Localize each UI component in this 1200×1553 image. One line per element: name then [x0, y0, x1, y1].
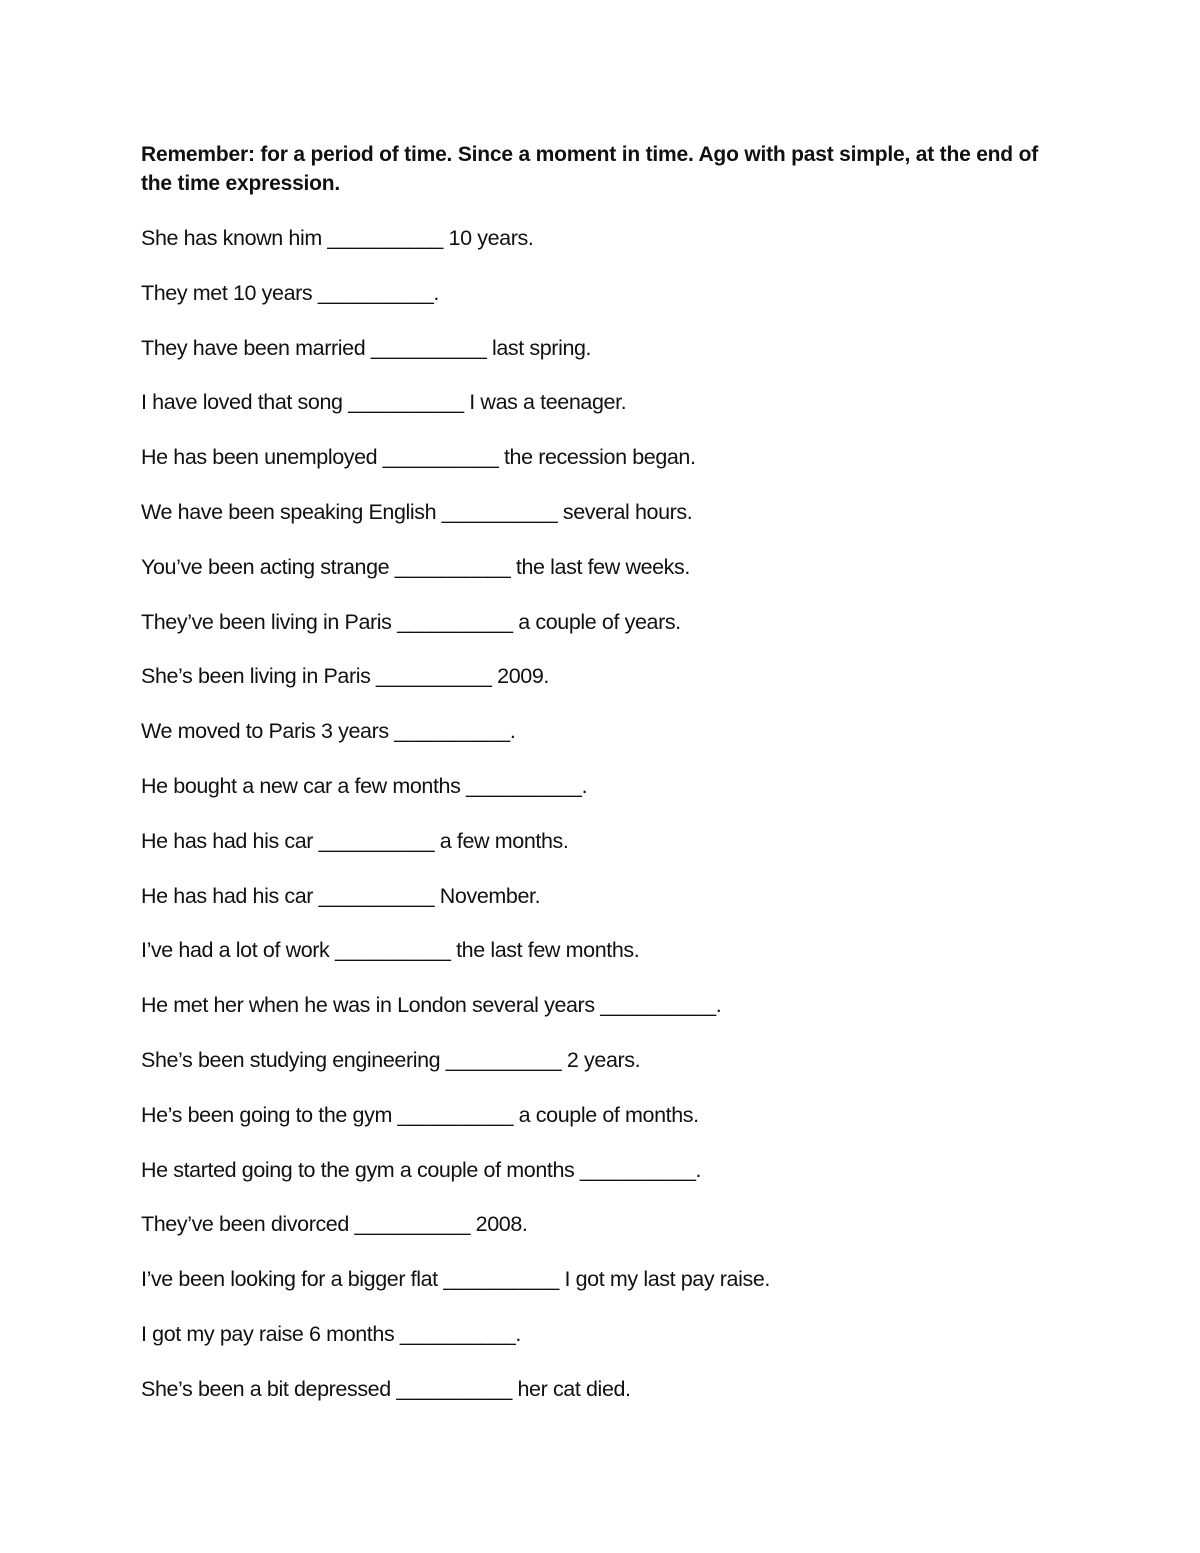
exercise-sentence-1: She has known him __________ 10 years. [141, 226, 534, 250]
exercise-sentence-9: She’s been living in Paris __________ 2009. [141, 664, 549, 689]
exercise-sentence-7: You’ve been acting strange __________ the last few weeks. [141, 554, 690, 579]
exercise-sentence-16: She’s been studying engineering __________ 2 years. [141, 1047, 641, 1072]
exercise-sentence-11: He bought a new car a few months __________. [141, 773, 588, 798]
exercise-sentence-15: He met her when he was in London several years __________. [141, 993, 722, 1018]
exercise-sentence-17: He’s been going to the gym __________ a couple of months. [141, 1102, 699, 1127]
exercise-sentence-19: They’ve been divorced __________ 2008. [141, 1212, 528, 1237]
exercise-sentence-3: They have been married __________ last spring. [141, 335, 592, 360]
exercise-sentence-6: We have been speaking English __________ several hours. [141, 499, 693, 524]
exercise-sentence-4: I have loved that song __________ I was a teenager. [141, 390, 627, 415]
exercise-sentence-12: He has had his car __________ a few months. [141, 828, 569, 853]
exercise-list [141, 223, 1101, 1429]
exercise-sentence-20: I’ve been looking for a bigger flat __________ I got my last pay raise. [141, 1267, 770, 1292]
exercise-sentence-10: We moved to Paris 3 years __________. [141, 719, 516, 744]
exercise-sentence-8: They’ve been living in Paris __________ a couple of years. [141, 609, 681, 634]
exercise-sentence-5: He has been unemployed __________ the recession began. [141, 445, 696, 470]
exercise-sentence-22: She’s been a bit depressed __________ her cat died. [141, 1376, 631, 1401]
exercise-sentence-13: He has had his car __________ November. [141, 883, 541, 908]
exercise-sentence-14: I’ve had a lot of work __________ the last few months. [141, 938, 640, 963]
exercise-sentence-2: They met 10 years __________. [141, 280, 439, 305]
instruction-text: Remember: for a period of time. Since a moment in time. Ago with past simple, at the end of the time expression. [141, 143, 1038, 195]
exercise-sentence-18: He started going to the gym a couple of months __________. [141, 1157, 702, 1182]
exercise-sentence-21: I got my pay raise 6 months __________. [141, 1321, 522, 1346]
